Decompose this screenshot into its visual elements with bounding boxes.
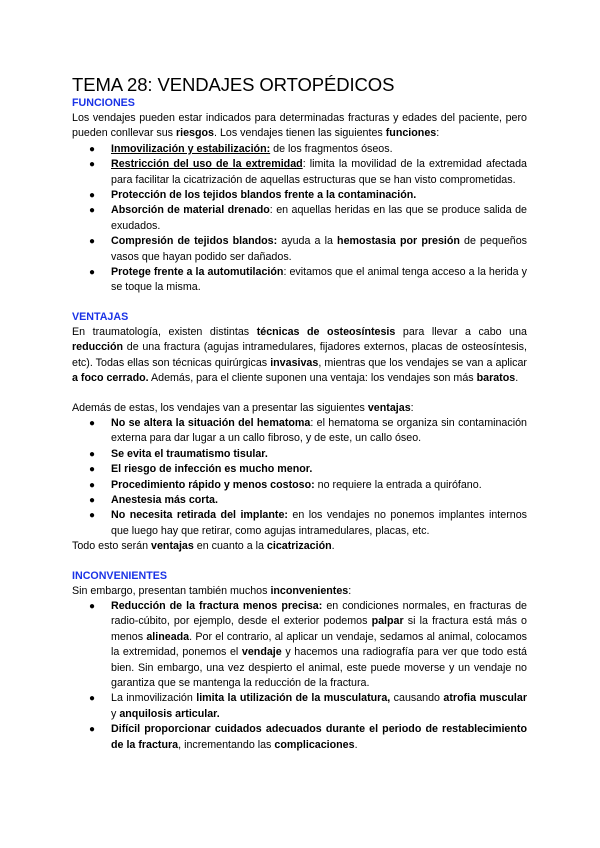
list-item (72, 416, 527, 447)
text-run: . Los vendajes tienen las siguientes (214, 127, 386, 140)
bold-text-run: atrofia muscular (443, 692, 528, 705)
text-run: Además, para el cliente suponen una ventaja: los vendajes son más (148, 372, 477, 385)
bold-text-run: vendaje (241, 646, 282, 659)
bold-text-run: a foco cerrado. (72, 372, 149, 385)
text-run: Los vendajes pueden estar indicados para determinadas fracturas y edades del paciente, pero pueden conllevar sus (72, 112, 527, 140)
bullet-icon: ● (89, 464, 96, 476)
bullet-icon: ● (89, 479, 96, 491)
bold-text-run: No necesita retirada del implante: (111, 509, 288, 522)
list-item (72, 508, 527, 539)
list-item (72, 142, 527, 157)
bold-text-run: Protección de los tejidos blandos frente a la contaminación. (111, 189, 417, 202)
list-item (72, 478, 527, 493)
text-run: si la fractura está más o menos (111, 615, 528, 643)
text-run: ayuda a la (277, 235, 338, 248)
text-run: y (111, 707, 120, 720)
bullet-icon: ● (89, 143, 96, 155)
section-heading-inconvenientes: INCONVENIENTES (72, 569, 168, 582)
text-run: La inmovilización (111, 692, 197, 705)
bold-text-run: ventajas (367, 401, 411, 414)
bold-text-run: palpar (371, 615, 404, 628)
bullet-icon: ● (89, 190, 96, 202)
text-run: : (348, 584, 352, 597)
bold-text-run: Protege frente a la automutilación (111, 266, 284, 279)
ventajas-closing (72, 539, 527, 554)
bold-text-run: Difícil proporcionar cuidados adecuados durante el periodo de restablecimiento de la fractura (111, 723, 527, 751)
text-run: , incrementando las (178, 738, 275, 751)
section-heading-funciones: FUNCIONES (72, 97, 135, 109)
text-run: Todo esto serán (72, 540, 152, 553)
bold-text-run: complicaciones (274, 738, 355, 751)
bold-text-run: riesgos (175, 127, 215, 140)
bullet-icon: ● (89, 724, 96, 736)
bullet-icon: ● (89, 693, 96, 705)
bold-text-run: baratos (476, 372, 516, 385)
bold-text-run: reducción (72, 341, 124, 354)
bold-text-run: hemostasia por presión (337, 235, 460, 248)
text-run: . (354, 738, 358, 751)
ventajas-intro-2 (72, 401, 527, 416)
text-run: de pequeños vasos que hayan podido ser dañados. (111, 235, 528, 263)
bold-text-run: Restricción del uso de la extremidad (111, 158, 303, 171)
text-run: : (410, 401, 414, 414)
bullet-icon: ● (89, 600, 96, 612)
text-run: : en aquellas heridas en las que se produce salida de exudados. (111, 204, 527, 232)
bold-text-run: Se evita el traumatismo tisular. (111, 447, 268, 460)
bullet-icon: ● (89, 236, 96, 248)
text-run: . (515, 372, 519, 385)
funciones-intro (72, 111, 527, 142)
list-item (72, 447, 527, 462)
list-item (72, 188, 527, 203)
document-content (72, 74, 527, 753)
page-title: TEMA 28: VENDAJES ORTOPÉDICOS (72, 74, 395, 95)
text-run: causando (390, 692, 444, 705)
text-run: . Por el contrario, al aplicar un vendaje, sedamos al animal, colocamos la extremidad, ponemos el (111, 630, 527, 659)
text-run: en condiciones normales, en fracturas de radio-cúbito, por ejemplo, desde el exterior podemos (111, 599, 527, 628)
text-run: : (436, 127, 440, 140)
list-item (72, 462, 527, 477)
bullet-icon: ● (89, 159, 96, 171)
bullet-icon: ● (89, 205, 96, 217)
bold-text-run: técnicas de osteosíntesis (256, 325, 396, 338)
bold-text-run: inconvenientes (270, 584, 349, 597)
text-run: : limita la movilidad de la extremidad afectada para facilitar la cicatrización de aquellas estructuras que se han visto comprometidas. (111, 158, 528, 186)
list-item (72, 203, 527, 234)
list-item (72, 599, 527, 691)
bold-text-run: Absorción de material drenado (111, 204, 270, 217)
ventajas-list (72, 416, 527, 539)
bold-text-run: cicatrización (266, 540, 332, 553)
text-run: en los vendajes no ponemos implantes internos que luego hay que retirar, como agujas intramedulares, placas, etc. (111, 509, 527, 537)
bold-text-run: ventajas (151, 540, 194, 553)
text-run: y hacemos una radiografía para ver que todo está bien. Sin embargo, una vez despierto el animal, este puede moverse y un vendaje no garantiza que se mantenga la reducción de la fractura. (111, 646, 527, 689)
list-item (72, 234, 527, 265)
bold-text-run: funciones (385, 127, 437, 140)
text-run: de una fractura (agujas intramedulares, fijadores externos, placas de osteosíntesis, etc). Todas ellas son técnicas quirúrgicas (72, 341, 527, 369)
bold-text-run: Anestesia más corta. (111, 493, 218, 506)
bold-text-run: No se altera la situación del hematoma (111, 416, 311, 429)
funciones-list (72, 142, 527, 296)
bold-text-run: El riesgo de infección es mucho menor. (111, 463, 313, 476)
bullet-icon: ● (89, 448, 96, 460)
bold-text-run: Reducción de la fractura menos precisa: (111, 599, 323, 612)
section-heading-ventajas: VENTAJAS (72, 310, 129, 323)
list-item (72, 265, 527, 296)
text-run: de los fragmentos óseos. (270, 142, 393, 155)
list-item (72, 157, 527, 188)
text-run: : evitamos que el animal tenga acceso a la herida y se toque la misma. (111, 266, 527, 294)
text-run: En traumatología, existen distintas (72, 325, 257, 338)
text-run: : el hematoma se organiza sin contaminación externa para dar lugar a un callo fibroso, y de este, un callo óseo. (111, 416, 527, 445)
list-item (72, 493, 527, 508)
bold-text-run: alineada (146, 630, 190, 643)
bold-text-run: anquilosis articular. (119, 707, 220, 720)
bullet-icon: ● (89, 267, 96, 279)
list-item (72, 691, 527, 722)
bold-text-run: Inmovilización y estabilización: (111, 142, 271, 155)
text-run: Sin embargo, presentan también muchos (72, 584, 271, 597)
list-item (72, 722, 527, 753)
inconvenientes-intro (72, 584, 527, 599)
text-run: en cuanto a la (193, 540, 267, 553)
bold-text-run: Procedimiento rápido y menos costoso: (111, 478, 315, 491)
bold-text-run: limita la utilización de la musculatura, (196, 692, 391, 705)
inconvenientes-list (72, 599, 527, 753)
text-run: Además de estas, los vendajes van a presentar las siguientes (72, 401, 368, 414)
bullet-icon: ● (89, 417, 96, 429)
bold-text-run: invasivas (270, 356, 319, 369)
bullet-icon: ● (89, 494, 96, 506)
bullet-icon: ● (89, 510, 96, 522)
text-run: no requiere la entrada a quirófano. (314, 478, 482, 491)
text-run: . (331, 540, 335, 553)
text-run: para llevar a cabo una (395, 325, 528, 338)
text-run: , mientras que los vendajes se van a aplicar (318, 356, 527, 369)
ventajas-intro (72, 325, 527, 387)
bold-text-run: Compresión de tejidos blandos: (111, 235, 278, 248)
